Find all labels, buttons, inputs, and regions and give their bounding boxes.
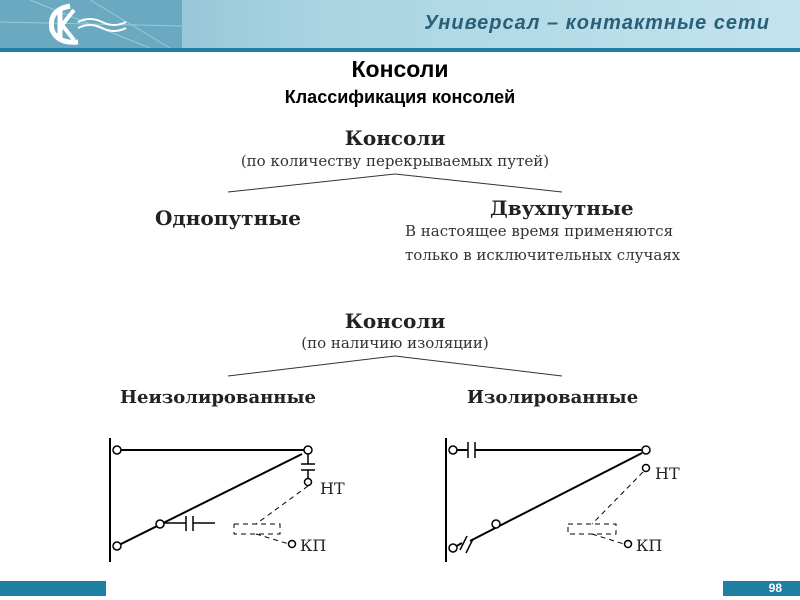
slide-title: Консоли [351,56,449,82]
tree1-criterion: (по количеству перекрываемых путей) [240,152,550,170]
left-scheme-label-kp: КП [300,536,327,555]
left-scheme-label-nt: НТ [320,479,345,498]
header-title: Универсал – контактные сети [424,12,770,34]
tree1-right-note-line1: В настоящее время применяются [405,222,674,240]
footer-gap [106,578,723,600]
tree1-left-node: Однопутные [155,206,301,230]
right-scheme-label-kp: КП [636,536,663,555]
tree2-root: Консоли [344,309,446,333]
tree2-branches [228,356,562,376]
tree1-root: Консоли [344,126,446,150]
tree2-left-node: Неизолированные [120,387,316,408]
right-scheme-label-nt: НТ [655,464,680,483]
tree1-branches [228,174,562,192]
tree2-criterion: (по наличию изоляции) [301,334,489,352]
right-console-scheme [446,438,650,562]
tree2-right-node: Изолированные [467,387,639,408]
page-number: 98 [768,581,782,595]
tree1-right-note-line2: только в исключительных случаях [405,246,681,264]
left-console-scheme [110,438,315,562]
slide-subtitle: Классификация консолей [284,87,516,107]
tree1-right-node: Двухпутные [490,196,634,220]
